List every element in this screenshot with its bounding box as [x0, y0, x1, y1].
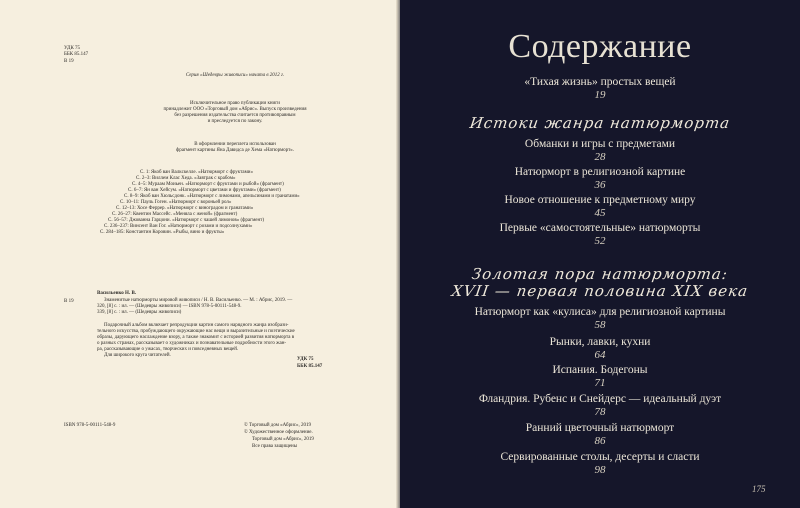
- author-mark: В 19: [64, 59, 74, 64]
- toc-entry[interactable]: Обманки и игры с предметами: [524, 138, 676, 150]
- author-name: Васильенко Н. В.: [97, 291, 137, 296]
- toc-page-number: 71: [594, 377, 606, 389]
- abstract-line: Подарочный альбом включает репродукции картин самого нарядного жанра изобрази-: [104, 323, 289, 328]
- rights-line: и преследуется по закону.: [207, 119, 263, 124]
- copyright-line: Все права защищены: [252, 444, 298, 449]
- rights-line: принадлежит ООО «Торговый дом «Абрис». Выпуск произведения: [163, 107, 307, 112]
- illustration-credit: С. 2–3: Виллем Клас Хеда. «Завтрак с крабом»: [136, 176, 236, 181]
- abstract-line: тельного искусства, пробуждающего окружающие нас вещи и выразительные и поэтические: [97, 329, 295, 334]
- illustration-credit: С. 6–7: Ян ван Хейсум. «Натюрморт с цветами и фруктами» (фрагмент): [128, 188, 281, 193]
- illustration-credit: С. 10–11: Пауль Гоген. «Натюрморт с вороньей рол»: [120, 200, 232, 205]
- abstract-line: ра, рассказывающие о ужасах, творческих и повседневных вещей.: [97, 347, 239, 352]
- isbn: ISBN 978-5-00111-548-9: [64, 423, 116, 428]
- illustration-credit: С. 12–13: Хосе Феррер. «Натюрморт с виноградом и гранатами»: [116, 206, 254, 211]
- illustration-credit: С. 8–9: Якоб ван Хюльсдонк. «Натюрморт с лимонами, апельсинами и гранатами»: [124, 194, 300, 199]
- illustration-credit: С. 284–185: Константин Коровин. «Рыбы, вино и фрукты»: [100, 230, 225, 235]
- contents-title: Содержание: [508, 28, 692, 65]
- rights-line: Исключительное право публикации книги: [190, 101, 280, 106]
- toc-page-number: 45: [594, 207, 606, 219]
- toc-page-number: 86: [594, 435, 606, 447]
- toc-page-number: 19: [594, 89, 606, 101]
- bbk-code-bottom: ББК 85.147: [297, 364, 323, 369]
- toc-page-number: 78: [594, 406, 606, 418]
- toc-entry[interactable]: Новое отношение к предметному миру: [504, 194, 696, 206]
- copyright-line: Торговый дом «Абрис», 2019: [252, 437, 314, 442]
- udk-code: УДК 75: [64, 46, 81, 51]
- toc-entry[interactable]: Сервированные столы, десерты и сласти: [500, 451, 700, 463]
- abstract-line: о разных странах, рассказывает о художниках и познавательные подробности этого жан-: [97, 341, 287, 346]
- toc-page-number: 28: [594, 151, 606, 163]
- series-note: Серия «Шедевры живописи» начата в 2012 г.: [185, 73, 285, 78]
- toc-entry[interactable]: Рынки, лавки, кухни: [549, 336, 651, 348]
- illustration-credit: С. 56–57: Джованна Гарцони. «Натюрморт с чашей лимонов» (фрагмент): [108, 218, 264, 223]
- toc-page-number: 98: [594, 464, 606, 476]
- copyright-line: © Художественное оформление.: [244, 430, 313, 435]
- toc-section-heading[interactable]: XVII — первая половина XIX века: [450, 282, 750, 300]
- cover-note: В оформлении переплета использован: [194, 142, 276, 147]
- illustration-credit: С. 26–27: Квентин Массейс. «Меняла с женой» (фрагмент): [112, 212, 238, 217]
- copyright-line: © Торговый дом «Абрис», 2019: [244, 423, 311, 428]
- illustration-credit: С. 236–237: Винсент Ван Гог. «Натюрморт с розами и подсолнухами»: [104, 224, 253, 229]
- cover-note: фрагмент картины Яна Давидса де Хема «Натюрморт».: [175, 148, 295, 153]
- toc-section-heading[interactable]: Золотая пора натюрморта:: [470, 265, 730, 283]
- udk-code-bottom: УДК 75: [297, 357, 314, 362]
- rights-line: без разрешения издательства считается противоправным: [174, 113, 296, 118]
- toc-entry[interactable]: Натюрморт в религиозной картине: [514, 166, 686, 178]
- toc-entry[interactable]: Первые «самостоятельные» натюрморты: [499, 222, 701, 234]
- illustration-credit: С. 1: Якоб ван Валкскелле. «Натюрморт с фруктами»: [140, 170, 253, 175]
- bbk-code: ББК 85.147: [64, 52, 89, 57]
- bibliographic-line: Знаменитые натюрморты мировой живописи / Н. В. Васильенко. — М. : Абрис, 2019. —: [104, 298, 293, 303]
- toc-entry[interactable]: «Тихая жизнь» простых вещей: [524, 76, 676, 88]
- toc-entry[interactable]: Натюрморт как «кулиса» для религиозной картины: [474, 306, 726, 318]
- toc-page-number: 64: [594, 349, 606, 361]
- abstract-line: образы, дарующего наслаждение взору, а также знакомит с историей развития натюрморта в: [97, 335, 295, 340]
- toc-entry[interactable]: Ранний цветочный натюрморт: [525, 422, 675, 434]
- illustration-credit: С. 4–5: Мураам Моиьен. «Натюрморт с фруктами и рыбой» (фрагмент): [132, 182, 284, 187]
- toc-page-number: 52: [594, 235, 606, 247]
- toc-page-number: 36: [594, 179, 606, 191]
- bibliographic-line: 339, [8] с. : ил. — (Шедевры живописи): [97, 310, 182, 315]
- toc-page-number: 58: [594, 319, 606, 331]
- toc-entry[interactable]: Испания. Бодегоны: [552, 364, 648, 376]
- toc-section-heading[interactable]: Истоки жанра натюрморта: [468, 114, 732, 132]
- audience-note: Для широкого круга читателей.: [104, 353, 171, 358]
- author-mark: В 19: [64, 299, 74, 304]
- toc-entry[interactable]: Фландрия. Рубенс и Снейдерс — идеальный дуэт: [478, 393, 722, 405]
- bibliographic-line: 320, [8] с. : ил. — (Шедевры живописи) — ISBN 978-5-00111-548-9.: [97, 304, 242, 309]
- folio-page-number: 175: [752, 484, 766, 494]
